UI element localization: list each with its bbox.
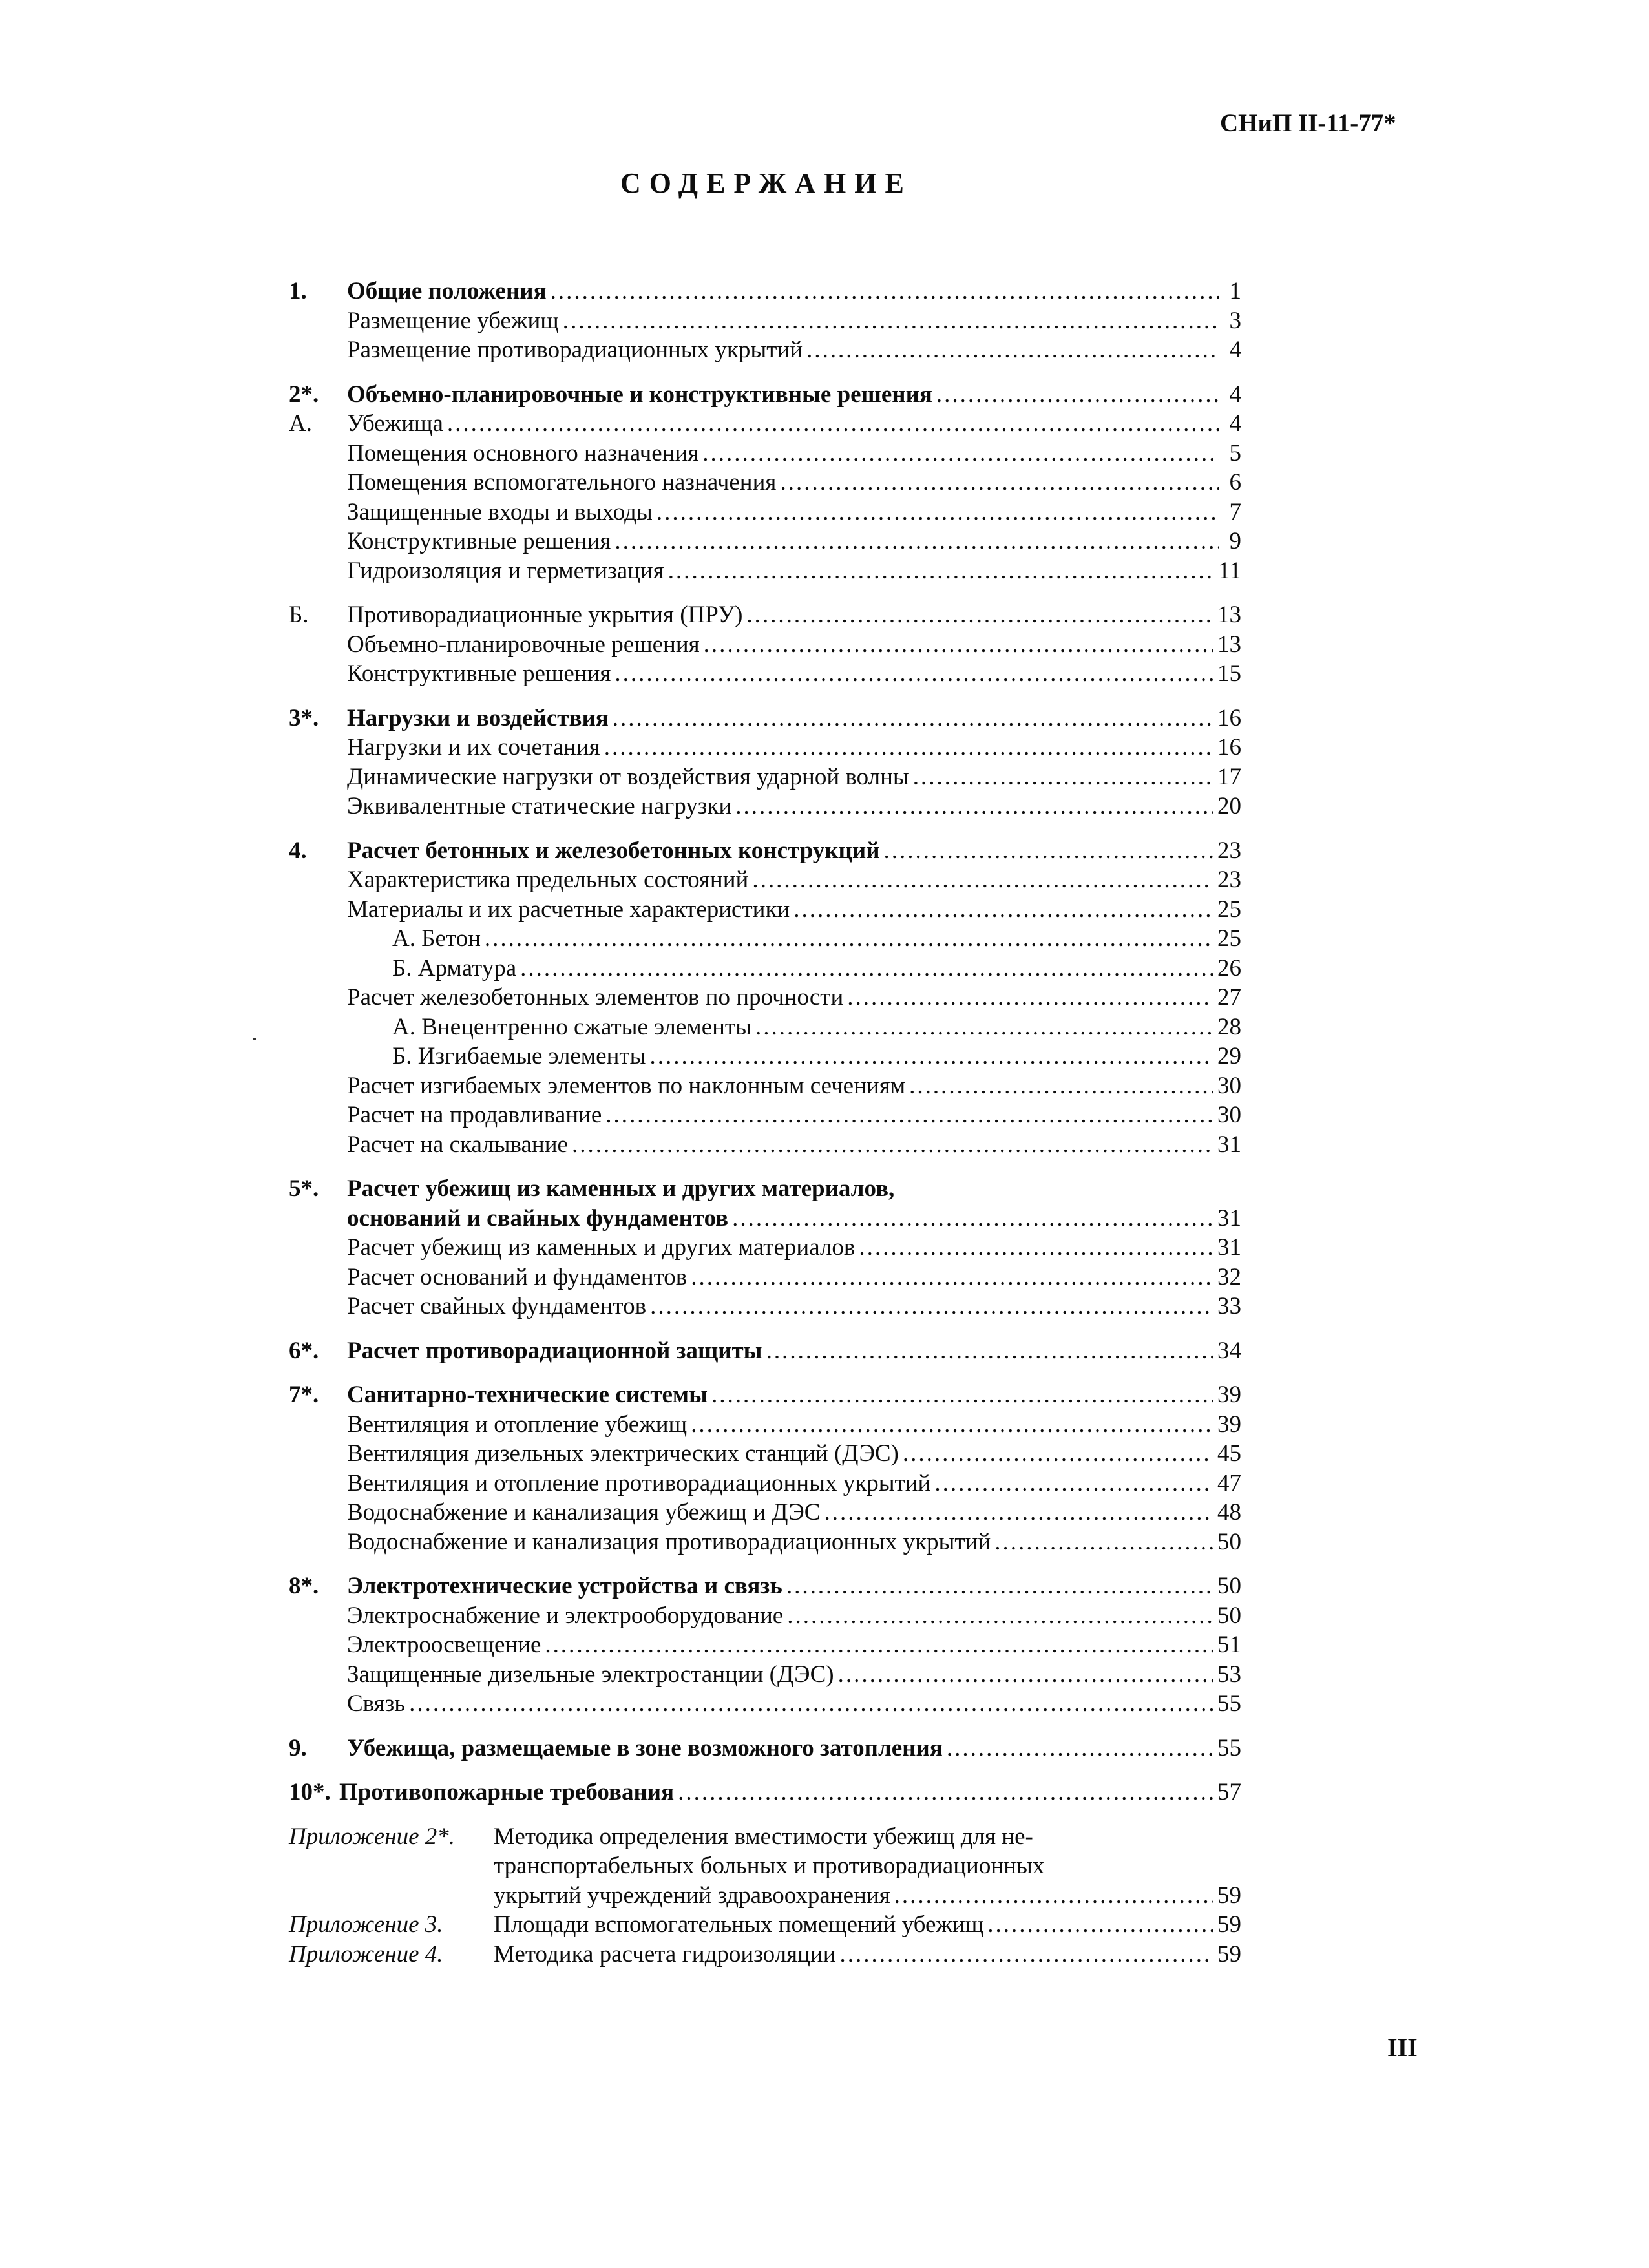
toc-entry bbox=[289, 1528, 1241, 1557]
dot-leader bbox=[572, 1130, 1213, 1160]
toc-entry-page: 27 bbox=[1217, 984, 1241, 1011]
toc-entry-page: 39 bbox=[1217, 1411, 1241, 1438]
dot-leader bbox=[735, 792, 1213, 821]
dot-leader bbox=[847, 983, 1213, 1013]
dot-leader bbox=[752, 865, 1213, 895]
dot-leader bbox=[613, 704, 1213, 733]
toc-entry-page: 45 bbox=[1217, 1440, 1241, 1467]
toc-entry-page: 11 bbox=[1218, 557, 1241, 584]
toc-entry-title: Водоснабжение и канализация убежищ и ДЭС bbox=[347, 1499, 821, 1526]
toc-entry-page: 23 bbox=[1217, 837, 1241, 864]
dot-leader bbox=[545, 1630, 1213, 1660]
toc-entry bbox=[289, 1380, 1241, 1410]
toc-entry-page: 53 bbox=[1217, 1661, 1241, 1688]
toc-entry-title: Убежища bbox=[347, 410, 443, 437]
toc-entry-title: Электротехнические устройства и связь bbox=[347, 1573, 782, 1599]
toc-entry-page: 1 bbox=[1229, 278, 1241, 304]
toc-entry-page: 4 bbox=[1229, 381, 1241, 408]
toc-entry-title: Помещения вспомогательного назначения bbox=[347, 469, 777, 496]
toc-entry-title: Методика определения вместимости убежищ для не- bbox=[494, 1823, 1033, 1850]
toc-entry-page: 55 bbox=[1217, 1734, 1241, 1761]
dot-leader bbox=[766, 1336, 1213, 1366]
dot-leader bbox=[704, 630, 1213, 660]
toc-entry-title: Общие положения bbox=[347, 278, 547, 304]
toc-entry-number: Приложение 2*. bbox=[289, 1823, 456, 1850]
toc-entry-page: 50 bbox=[1217, 1602, 1241, 1629]
toc-entry bbox=[289, 1630, 1241, 1660]
toc-entry-title: Динамические нагрузки от воздействия ударной волны bbox=[347, 763, 909, 790]
toc-entry-title: Объемно-планировочные решения bbox=[347, 631, 700, 658]
toc-entry-title: Расчет железобетонных элементов по прочности bbox=[347, 984, 844, 1011]
toc-entry bbox=[289, 1071, 1241, 1101]
toc-entry-title: Противорадиационные укрытия (ПРУ) bbox=[347, 602, 743, 628]
toc-entry bbox=[289, 380, 1241, 410]
toc-entry bbox=[289, 468, 1241, 498]
toc-entry-page: 6 bbox=[1229, 469, 1241, 496]
dot-leader bbox=[691, 1410, 1213, 1440]
dot-leader bbox=[824, 1498, 1213, 1528]
toc-entry-title: Расчет свайных фундаментов bbox=[347, 1293, 647, 1319]
toc-entry-title: Б. Арматура bbox=[392, 954, 517, 982]
toc-entry bbox=[289, 1233, 1241, 1263]
toc-entry-title: оснований и свайных фундаментов bbox=[347, 1204, 729, 1232]
dot-leader bbox=[859, 1233, 1213, 1263]
toc-entry bbox=[289, 1940, 1241, 1969]
toc-entry bbox=[289, 1822, 1241, 1852]
toc-entry bbox=[289, 1410, 1241, 1440]
dot-leader bbox=[755, 1013, 1213, 1042]
toc-entry-title: Характеристика предельных состояний bbox=[347, 866, 749, 893]
page-title: СОДЕРЖАНИЕ bbox=[620, 167, 912, 199]
toc-entry-title: Эквивалентные статические нагрузки bbox=[347, 793, 732, 819]
toc-entry-title: Электроснабжение и электрооборудование bbox=[347, 1602, 784, 1629]
toc-entry-title: Убежища, размещаемые в зоне возможного затопления bbox=[347, 1734, 943, 1761]
toc-entry bbox=[289, 954, 1241, 983]
toc-entry-page: 16 bbox=[1217, 734, 1241, 761]
dot-leader bbox=[884, 836, 1213, 866]
toc-entry bbox=[289, 600, 1241, 630]
toc-entry-title: Расчет убежищ из каменных и других материалов, bbox=[347, 1175, 895, 1202]
page-number: III bbox=[1387, 2033, 1418, 2062]
dot-leader bbox=[409, 1689, 1213, 1719]
toc-entry-title: Расчет на продавливание bbox=[347, 1102, 602, 1128]
toc-entry-page: 50 bbox=[1217, 1573, 1241, 1599]
toc-entry-page: 51 bbox=[1217, 1632, 1241, 1658]
dot-leader bbox=[691, 1263, 1213, 1292]
toc-entry-title: Расчет оснований и фундаментов bbox=[347, 1263, 688, 1290]
toc-entry-title: Размещение противорадиационных укрытий bbox=[347, 337, 803, 363]
toc-entry-title: А. Внецентренно сжатые элементы bbox=[392, 1013, 751, 1040]
toc-entry-page: 28 bbox=[1217, 1013, 1241, 1040]
toc-entry-page: 30 bbox=[1217, 1102, 1241, 1128]
toc-entry bbox=[289, 498, 1241, 527]
scan-speck bbox=[253, 1038, 256, 1040]
table-of-contents bbox=[289, 277, 1241, 1969]
dot-leader bbox=[786, 1571, 1213, 1601]
toc-entry bbox=[289, 1881, 1241, 1911]
toc-entry-title: Помещения основного назначения bbox=[347, 439, 699, 467]
dot-leader bbox=[711, 1380, 1213, 1410]
toc-entry-title: Гидроизоляция и герметизация bbox=[347, 557, 664, 584]
toc-entry-page: 4 bbox=[1229, 337, 1241, 363]
toc-entry-page: 4 bbox=[1229, 410, 1241, 437]
toc-entry bbox=[289, 1042, 1241, 1071]
toc-entry-page: 13 bbox=[1217, 631, 1241, 658]
toc-entry-title: Противопожарные требования bbox=[339, 1779, 675, 1805]
toc-entry-title: Площади вспомогательных помещений убежищ bbox=[494, 1911, 984, 1938]
toc-entry bbox=[289, 306, 1241, 336]
toc-entry-title: Вентиляция дизельных электрических станций (ДЭС) bbox=[347, 1440, 899, 1467]
toc-entry-title: укрытий учреждений здравоохранения bbox=[494, 1882, 890, 1909]
toc-entry-page: 16 bbox=[1217, 704, 1241, 731]
toc-entry-number: 1. bbox=[289, 278, 307, 304]
toc-entry-title: Защищенные дизельные электростанции (ДЭС) bbox=[347, 1661, 834, 1688]
toc-entry bbox=[289, 277, 1241, 306]
toc-entry bbox=[289, 1130, 1241, 1160]
toc-entry-page: 47 bbox=[1217, 1469, 1241, 1496]
toc-entry-title: транспортабельных больных и противорадиационных bbox=[494, 1853, 1045, 1879]
toc-entry-page: 48 bbox=[1217, 1499, 1241, 1526]
toc-entry-page: 7 bbox=[1229, 498, 1241, 525]
document-code: СНиП II-11-77* bbox=[1220, 109, 1396, 137]
toc-entry bbox=[289, 1571, 1241, 1601]
toc-entry-page: 26 bbox=[1217, 954, 1241, 982]
toc-entry-title: Расчет противорадиационной защиты bbox=[347, 1337, 762, 1364]
dot-leader bbox=[605, 1100, 1213, 1130]
toc-entry-page: 50 bbox=[1217, 1528, 1241, 1555]
toc-entry-page: 25 bbox=[1217, 925, 1241, 952]
toc-entry-number: 10*. bbox=[289, 1779, 331, 1805]
dot-leader bbox=[668, 556, 1215, 586]
toc-entry-page: 20 bbox=[1217, 793, 1241, 819]
toc-entry bbox=[289, 1013, 1241, 1042]
dot-leader bbox=[838, 1660, 1213, 1690]
toc-entry bbox=[289, 630, 1241, 660]
toc-entry-title: Водоснабжение и канализация противорадиационных укрытий bbox=[347, 1528, 991, 1555]
toc-entry-page: 31 bbox=[1217, 1234, 1241, 1261]
toc-entry-title: Методика расчета гидроизоляции bbox=[494, 1940, 836, 1968]
toc-entry-page: 31 bbox=[1217, 1131, 1241, 1158]
toc-entry bbox=[289, 1292, 1241, 1321]
toc-entry bbox=[289, 865, 1241, 895]
toc-entry-number: Б. bbox=[289, 602, 309, 628]
toc-entry-page: 17 bbox=[1217, 763, 1241, 790]
dot-leader bbox=[894, 1881, 1213, 1911]
toc-entry-title: Объемно-планировочные и конструктивные решения bbox=[347, 381, 932, 408]
dot-leader bbox=[913, 762, 1213, 792]
toc-entry-number: 9. bbox=[289, 1734, 307, 1761]
dot-leader bbox=[994, 1528, 1213, 1557]
dot-leader bbox=[614, 527, 1219, 556]
toc-entry-number: 6*. bbox=[289, 1337, 319, 1364]
dot-leader bbox=[614, 659, 1213, 689]
dot-leader bbox=[520, 954, 1213, 983]
toc-entry bbox=[289, 1689, 1241, 1719]
toc-entry bbox=[289, 1204, 1241, 1234]
toc-entry-page: 15 bbox=[1217, 660, 1241, 687]
dot-leader bbox=[485, 924, 1213, 954]
dot-leader bbox=[780, 468, 1219, 498]
dot-leader bbox=[987, 1910, 1213, 1940]
dot-leader bbox=[793, 895, 1213, 925]
toc-entry bbox=[289, 659, 1241, 689]
toc-entry-title: Вентиляция и отопление противорадиационных укрытий bbox=[347, 1469, 931, 1496]
toc-entry-title: Расчет убежищ из каменных и других материалов bbox=[347, 1234, 856, 1261]
dot-leader bbox=[947, 1734, 1213, 1763]
toc-entry-title: Расчет бетонных и железобетонных конструкций bbox=[347, 837, 880, 864]
toc-entry-title: Вентиляция и отопление убежищ bbox=[347, 1411, 688, 1438]
toc-entry bbox=[289, 1778, 1241, 1807]
dot-leader bbox=[840, 1940, 1214, 1969]
toc-entry bbox=[289, 1660, 1241, 1690]
dot-leader bbox=[909, 1071, 1213, 1101]
toc-entry-number: Приложение 3. bbox=[289, 1911, 443, 1938]
dot-leader bbox=[903, 1439, 1213, 1469]
toc-entry-page: 39 bbox=[1217, 1381, 1241, 1408]
toc-entry bbox=[289, 409, 1241, 439]
toc-entry-title: Размещение убежищ bbox=[347, 307, 559, 334]
toc-entry-title: Б. Изгибаемые элементы bbox=[392, 1043, 646, 1069]
dot-leader bbox=[678, 1778, 1213, 1807]
toc-entry-number: 4. bbox=[289, 837, 307, 864]
toc-entry-page: 59 bbox=[1217, 1940, 1241, 1968]
toc-entry-page: 5 bbox=[1229, 439, 1241, 467]
toc-entry-page: 9 bbox=[1229, 528, 1241, 554]
dot-leader bbox=[650, 1292, 1213, 1321]
toc-entry-page: 25 bbox=[1217, 896, 1241, 923]
dot-leader bbox=[563, 306, 1219, 336]
dot-leader bbox=[649, 1042, 1213, 1071]
toc-entry-title: А. Бетон bbox=[392, 925, 481, 952]
toc-entry-page: 32 bbox=[1217, 1263, 1241, 1290]
toc-entry-number: 8*. bbox=[289, 1573, 319, 1599]
toc-entry-number: Приложение 4. bbox=[289, 1940, 443, 1968]
toc-entry bbox=[289, 439, 1241, 468]
toc-entry-title: Нагрузки и их сочетания bbox=[347, 734, 600, 761]
toc-entry-number: 7*. bbox=[289, 1381, 319, 1408]
toc-entry-page: 31 bbox=[1217, 1204, 1241, 1232]
toc-entry bbox=[289, 1174, 1241, 1204]
dot-leader bbox=[746, 600, 1213, 630]
toc-entry-title: Защищенные входы и выходы bbox=[347, 498, 653, 525]
toc-entry-page: 57 bbox=[1217, 1779, 1241, 1805]
toc-entry-title: Связь bbox=[347, 1690, 406, 1717]
toc-entry-number: 2*. bbox=[289, 381, 319, 408]
toc-entry bbox=[289, 1100, 1241, 1130]
dot-leader bbox=[604, 733, 1213, 762]
toc-entry-page: 29 bbox=[1217, 1043, 1241, 1069]
dot-leader bbox=[447, 409, 1219, 439]
dot-leader bbox=[656, 498, 1219, 527]
toc-entry bbox=[289, 1498, 1241, 1528]
toc-entry bbox=[289, 1851, 1241, 1881]
toc-entry-page: 33 bbox=[1217, 1293, 1241, 1319]
toc-entry bbox=[289, 895, 1241, 925]
toc-entry bbox=[289, 1439, 1241, 1469]
toc-entry bbox=[289, 1734, 1241, 1763]
dot-leader bbox=[806, 335, 1219, 365]
toc-entry bbox=[289, 733, 1241, 762]
dot-leader bbox=[551, 277, 1219, 306]
toc-entry-number: 3*. bbox=[289, 704, 319, 731]
toc-entry bbox=[289, 704, 1241, 733]
toc-entry bbox=[289, 527, 1241, 556]
toc-entry bbox=[289, 983, 1241, 1013]
toc-entry-page: 13 bbox=[1217, 602, 1241, 628]
toc-entry-title: Расчет изгибаемых элементов по наклонным сечениям bbox=[347, 1072, 906, 1099]
toc-entry bbox=[289, 1336, 1241, 1366]
toc-entry-title: Конструктивные решения bbox=[347, 660, 611, 687]
toc-entry-title: Материалы и их расчетные характеристики bbox=[347, 896, 790, 923]
toc-entry-title: Электроосвещение bbox=[347, 1632, 541, 1658]
toc-entry-title: Нагрузки и воздействия bbox=[347, 704, 609, 731]
toc-entry-page: 23 bbox=[1217, 866, 1241, 893]
toc-entry-number: А. bbox=[289, 410, 312, 437]
toc-entry bbox=[289, 1263, 1241, 1292]
toc-entry-page: 3 bbox=[1229, 307, 1241, 334]
toc-entry bbox=[289, 335, 1241, 365]
toc-entry-page: 59 bbox=[1217, 1882, 1241, 1909]
toc-entry bbox=[289, 836, 1241, 866]
toc-entry-title: Расчет на скалывание bbox=[347, 1131, 568, 1158]
toc-entry bbox=[289, 1910, 1241, 1940]
toc-entry-title: Конструктивные решения bbox=[347, 528, 611, 554]
toc-entry-number: 5*. bbox=[289, 1175, 319, 1202]
dot-leader bbox=[934, 1469, 1213, 1498]
toc-entry bbox=[289, 556, 1241, 586]
toc-entry bbox=[289, 1601, 1241, 1631]
toc-entry-page: 34 bbox=[1217, 1337, 1241, 1364]
dot-leader bbox=[732, 1204, 1213, 1234]
toc-entry bbox=[289, 1469, 1241, 1498]
toc-entry-page: 30 bbox=[1217, 1072, 1241, 1099]
dot-leader bbox=[702, 439, 1219, 468]
toc-entry-page: 55 bbox=[1217, 1690, 1241, 1717]
toc-entry bbox=[289, 792, 1241, 821]
dot-leader bbox=[936, 380, 1219, 410]
toc-entry bbox=[289, 924, 1241, 954]
toc-entry-page: 59 bbox=[1217, 1911, 1241, 1938]
toc-entry bbox=[289, 762, 1241, 792]
toc-entry-title: Санитарно-технические системы bbox=[347, 1381, 708, 1408]
dot-leader bbox=[787, 1601, 1213, 1631]
